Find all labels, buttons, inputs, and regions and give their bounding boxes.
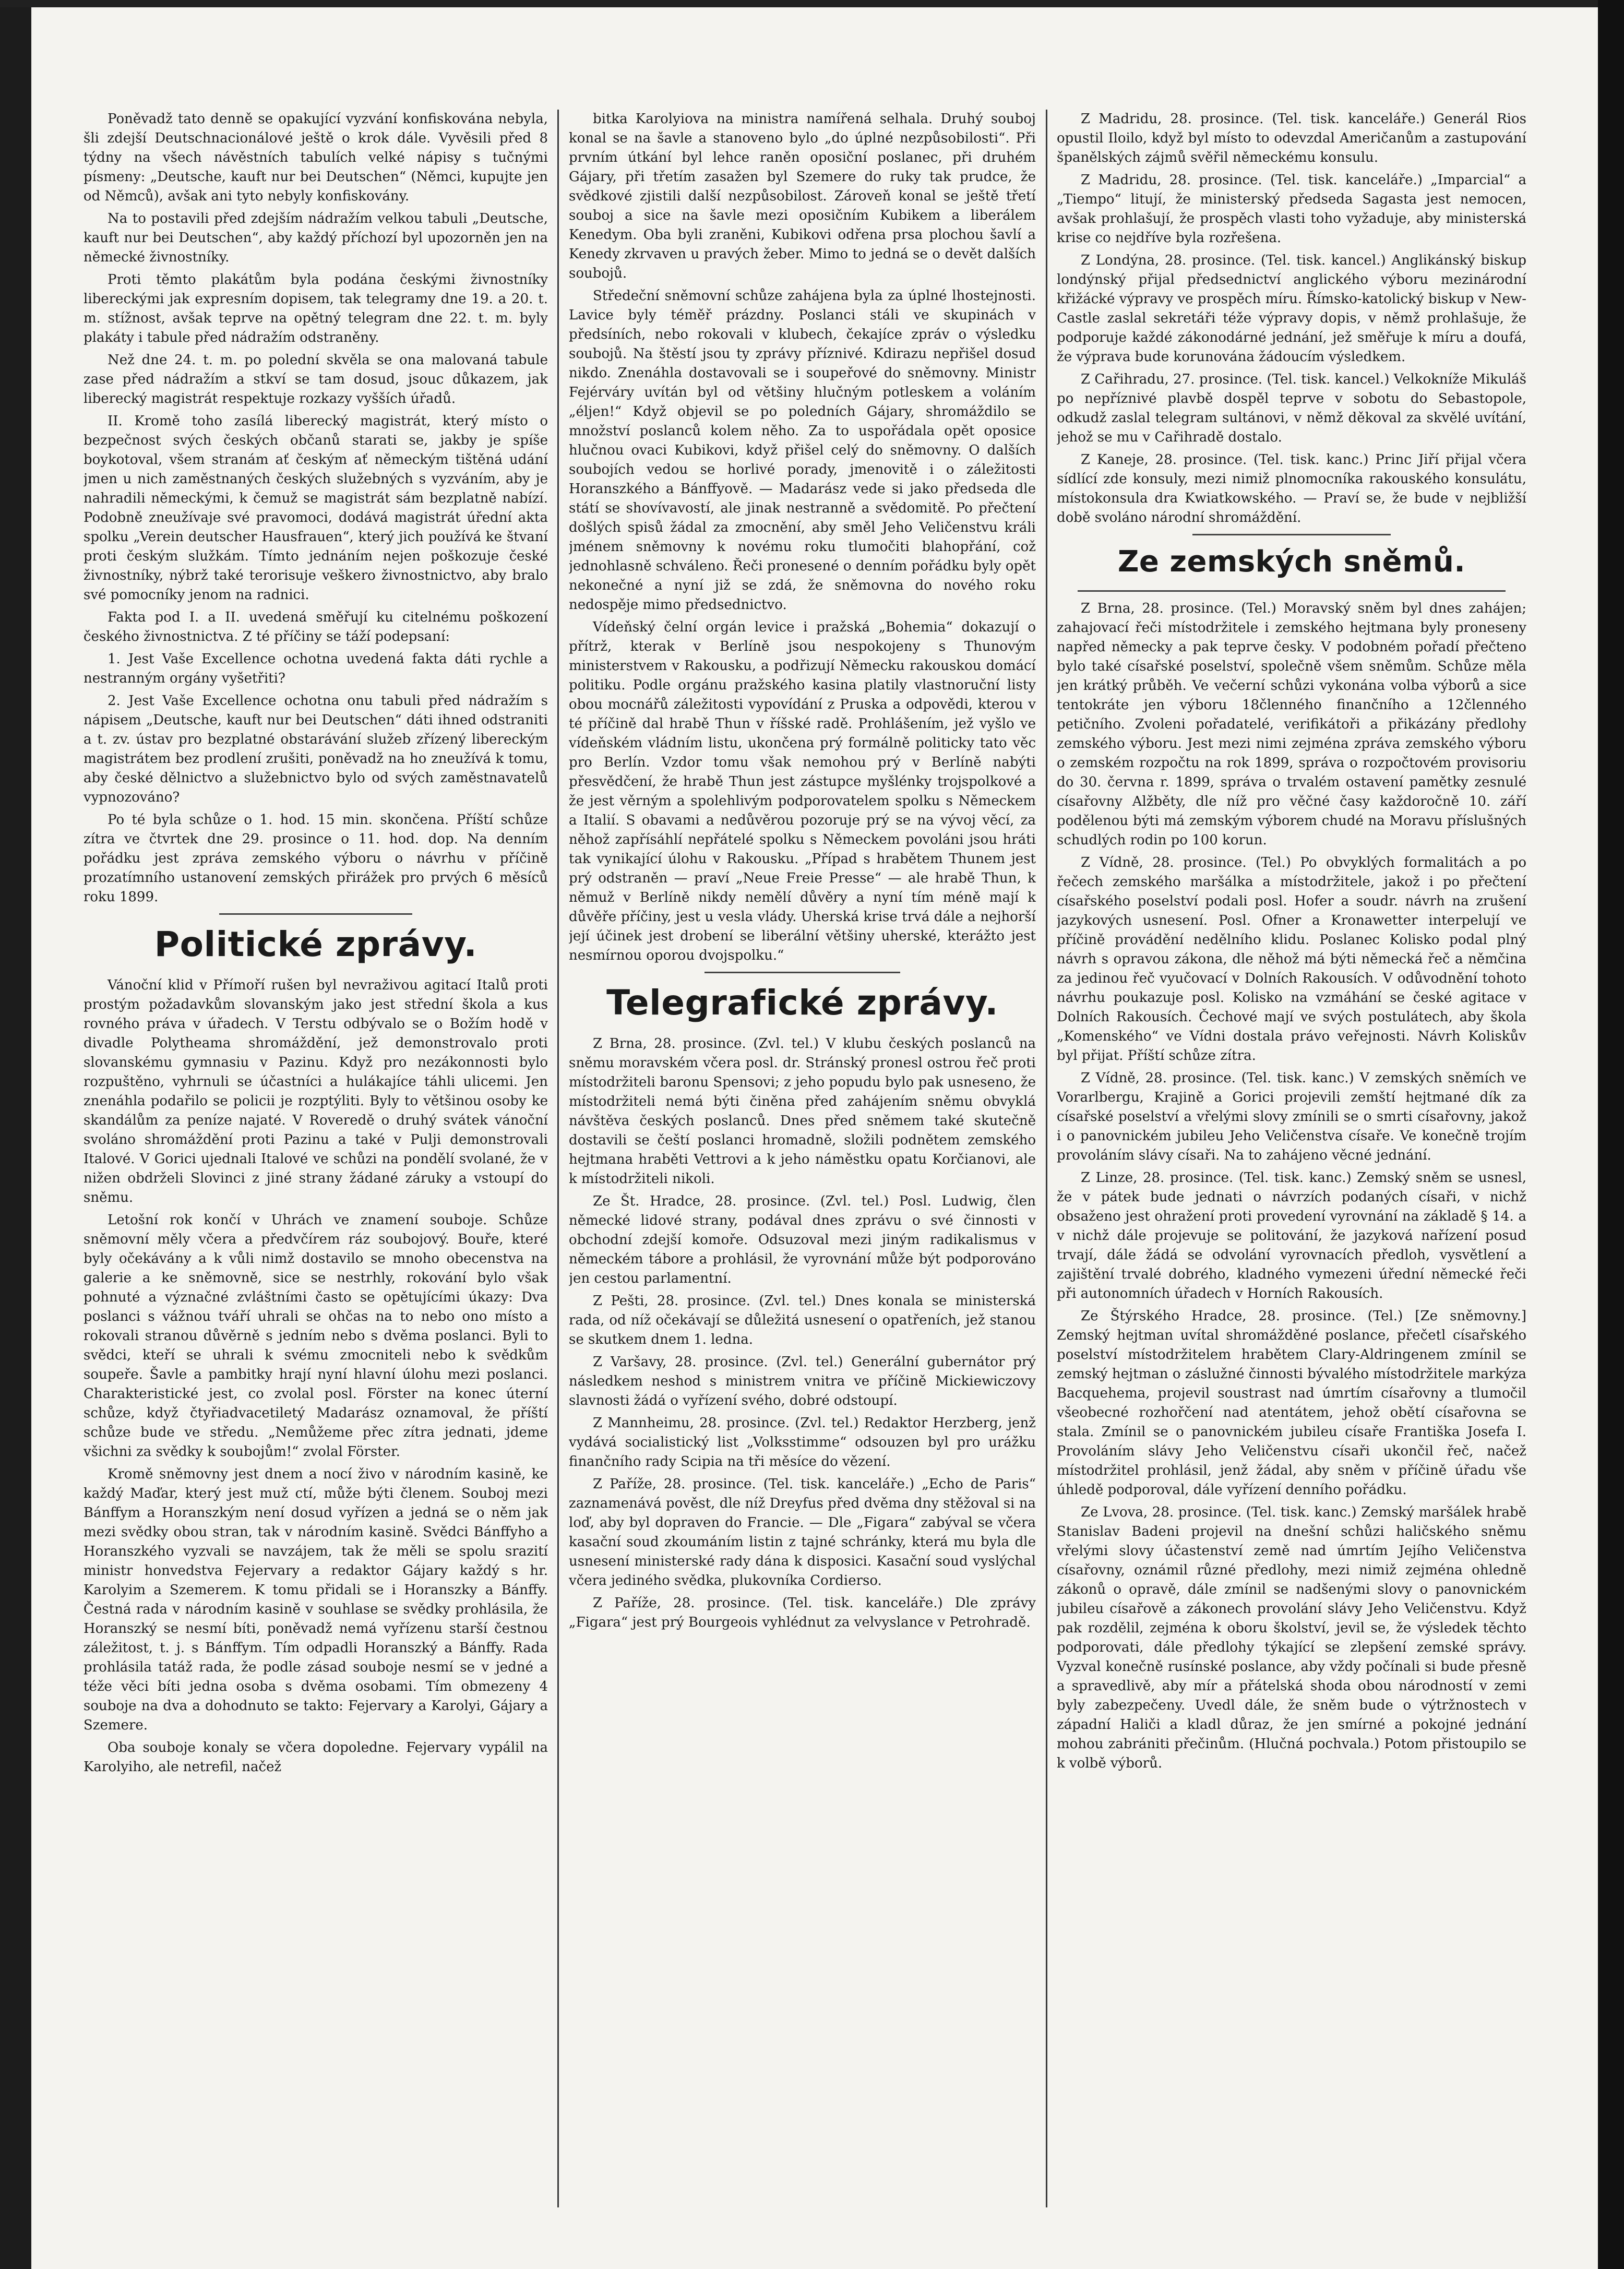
article-paragraph: Z Varšavy, 28. prosince. (Zvl. tel.) Generální gubernátor prý následkem neshod s ministrem vnitra ve příčině Mickiewiczovy slavnosti žádá o vyřízení svého, dobré odstoupí. [569, 1354, 1036, 1408]
article-paragraph: Ze Lvova, 28. prosince. (Tel. tisk. kanc.) Zemský maršálek hrabě Stanislav Badeni projevil na dnešní schůzi haličského sněmu vřelými slovy účastenství země nad úmrtím Jejího Veličenstva císařovny, oznámil různé předlohy, mezi nimiž zejména ohledně zákonů o opravě, dále zmínil se nadšenými slovy o panovnickém jubileu císařově a zákonech provolání slávy Jeho Veličenstvu. Když pak rozdělil, zejména k oboru školství, jevil se, že výsledek těchto podporovati, dále předlohy týkající se zlepšení zemské správy. Vyzval konečně rusínské poslance, aby vždy počínali si bude přesně a spravedlivě, aby mír a přátelská shoda obou národností v zemi byly zabezpečeny. Uvedl dále, že sněm bude o výtržnostech v západní Haliči a kladl důraz, že jen smírné a pokojné jednání mohou zabrániti přečinům. (Hlučná pochvala.) Potom přistoupilo se k volbě výborů. [1057, 1504, 1526, 1771]
article-paragraph: Z Londýna, 28. prosince. (Tel. tisk. kancel.) Anglikánský biskup londýnský přijal předsednictví anglického výboru mezinárodní křižácké výpravy ve prospěch míru. Římsko-katolický biskup v New-Castle zaslal sekretáři téže výpravy dopis, v němž prohlašuje, že podporuje každé zákonodárné jednání, jež směřuje k míru a doufá, že výprava bude korunována žádoucím výsledkem. [1057, 253, 1526, 365]
scan-left-edge [0, 0, 31, 2269]
scan-top-edge [0, 0, 1598, 7]
column-2 [569, 110, 1036, 2213]
article-paragraph: 1. Jest Vaše Excellence ochotna uvedená fakta dáti rychle a nestranným orgány vyšetřiti? [83, 651, 548, 686]
article-paragraph: II. Kromě toho zasílá liberecký magistrát, který místo o bezpečnost svých českých občanů starati se, jakby je spíše boykotoval, všem stranám ať českým ať německým tištěná udání jmen u nich zaměstnaných českých služebných s vyzváním, aby je nahradili německými, k čemuž se magistrát sám bezplatně nabízí. Podobně zneužívaje své pravomoci, dodává magistrát úřední akta spolku „Verein deutscher Hausfrauen“, který jich používá ke štvaní proti českým služkám. Tímto jednáním nejen poškozuje české živnostníky, nýbrž také terorisuje veškero živnostnictvo, aby bralo své pomocníky jenom na radnici. [83, 413, 548, 603]
section-heading-politicke-zpravy: Politické zprávy. [154, 924, 477, 964]
article-paragraph: Oba souboje konaly se včera dopoledne. Fejervary vypálil na Karolyiho, ale netrefil, načež [83, 1740, 548, 1775]
article-paragraph: Ze Štýrského Hradce, 28. prosince. (Tel.) [Ze sněmovny.] Zemský hejtman uvítal shromážděné poslance, přečetl císařského poselství místodržitelem hrabětem Clary-Aldringenem zmínil se zemský hejtman o záslužné činnosti bývalého místodržitele markýza Bacquehema, projevil soustrast nad úmrtím císařovny a tlumočil všeobecné rozhořčení nad atentátem, jehož obětí císařovna se stala. Zmínil se o panovnickém jubileu císaře Františka Josefa I. Provoláním slávy Jeho Veličenstvu císaři ukončil řeč, načež místodržitel prohlásil, jenž žádal, aby sněm v příčině úřadu vše úhledě podporoval, dále vyřízení denního pořádku. [1057, 1308, 1526, 1498]
section-rule [1192, 534, 1391, 535]
article-paragraph: Z Paříže, 28. prosince. (Tel. tisk. kanceláře.) Dle zprávy „Figara“ jest prý Bourgeois vyhlédnut za velvyslance v Petrohradě. [569, 1595, 1036, 1630]
article-paragraph: Než dne 24. t. m. po polední skvěla se ona malovaná tabule zase před nádražím a stkví se tam dosud, jsouc důkazem, jak liberecký magistrát respektuje rozkazy vyšších úřadů. [83, 352, 548, 407]
column-divider [557, 110, 559, 2207]
article-paragraph: Z Cařihradu, 27. prosince. (Tel. tisk. kancel.) Velkokníže Mikuláš po nepříznivé plavbě dospěl teprve v sobotu do Sebastopole, odkudž zaslal telegram sultánovi, v němž děkoval za skvělé uvítání, jehož se mu v Cařihradě dostalo. [1057, 372, 1526, 445]
article-paragraph: Středeční sněmovní schůze zahájena byla za úplné lhostejnosti. Lavice byly téměř prázdny. Poslanci stáli ve skupinách v předsíních, nebo rokovali v klubech, čekajíce zpráv o výsledku soubojů. Na štěstí jsou ty zprávy příznivé. Kdirazu nepřišel dosud nikdo. Znenáhla dostavovali se i soupeřové do sněmovny. Ministr Fejérváry uvítán byl od většiny hlučným potleskem a voláním „éljen!“ Když objevil se po poledních Gájary, shromáždilo se množství poslanců kolem něho. Za to uspořádala opět oposice hlučnou ovaci Kubikovi, když přišel celý do sněmovny. O dalších soubojích vedou se horlivé porady, jmenovitě i o záležitosti Horanszkého a Bánffyově. — Madarász vede si jako předseda dle státí se shovívavostí, ale jinak nestranně a svědomitě. Po přečtení došlých spisů žádal za zmocnění, aby směl Jeho Veličenstvu králi jménem sněmovny k novému roku tlumočiti blahopřání, což jednohlasně schváleno. Řeči pronesené o denním pořádku byly opět nekonečné a nyní již se zdá, že sněmovna do nového roku nedospěje mimo předsednictvo. [569, 288, 1036, 613]
article-paragraph: Z Madridu, 28. prosince. (Tel. tisk. kanceláře.) „Imparcial“ a „Tiempo“ litují, že ministerský předseda Sagasta jest nemocen, avšak prohlašují, že prospěch vlasti toho vyžaduje, aby ministerská krise co nejdříve byla rozřešena. [1057, 172, 1526, 246]
article-paragraph: Z Paříže, 28. prosince. (Tel. tisk. kanceláře.) „Echo de Paris“ zaznamenává pověst, dle níž Dreyfus před dvěma dny stěžoval si na loď, aby byl dopraven do Francie. — Dle „Figara“ zabýval se včera kasační soud zkoumáním listin z tajné schránky, která mu byla dle usnesení ministerské rady dána k disposici. Kasační soud vyslýchal včera jediného svědka, plukovníka Cordierso. [569, 1476, 1036, 1589]
article-paragraph: Vánoční klid v Přímoří rušen byl nevraživou agitací Italů proti prostým požadavkům slovanským jako jest střední škola a kus rovného práva v úřadech. V Terstu odbývalo se o Božím hodě v divadle Polytheama shromáždění, jež demonstrovalo proti slovanskému gymnasiu v Pazinu. Když pro nezákonnosti bylo rozpuštěno, vyhrnuli se účastníci a hulákajíce táhli ulicemi. Jen znenáhla podařilo se policii je rozptýliti. Byly to většinou osoby ke skandálům za peníze najaté. V Roveredě o druhý svátek vánoční svoláno shromáždění proti Pazinu a také v Pulji demonstrovali Italové. V Gorici ujednali Italové ve schůzi na pondělí svolané, že v nižen obdrželi Slovinci z jiné strany žádané záruky a vstoupí do sněmu. [83, 977, 548, 1205]
article-paragraph: Ze Št. Hradce, 28. prosince. (Zvl. tel.) Posl. Ludwig, člen německé lidové strany, podával dnes zprávu o své činnosti v obchodní zdejší komoře. Odsuzoval mezi jiným radikalismus v německém tábore a prohlásil, že vyrovnání může být podporováno jen cestou parlamentní. [569, 1193, 1036, 1286]
column-divider [1046, 110, 1047, 2207]
article-paragraph: Kromě sněmovny jest dnem a nocí živo v národním kasině, ke každý Maďar, který jest muž ctí, může býti členem. Souboj mezi Bánffym a Horanszkým není dosud vyřízen a jedná se o něm jak mezi svědky obou stran, tak v národním kasině. Svědci Bánffyho a Horanszkého vyzvali se navzájem, tak že měli se spolu srazití ministr honvedstva Fejervary a redaktor Gájary každý s hr. Karolyim a Szemerem. K tomu přidali se i Horanszky a Bánffy. Čestná rada v národním kasině v souhlase se svědky prohlásila, že Horanszký se nesmí bíti, poněvadž nemá vyřízenu starší čestnou záležitost, t. j. s Bánffym. Tím odpadli Horanszký a Bánffy. Rada prohlásila tatáž rada, že podle zásad souboje nesmí se v jedné a téže věci bíti jedna osoba s dvěma osobami. Tím obmezeny 4 souboje na dva a dohodnuto se takto: Fejervary a Karolyi, Gájary a Szemere. [83, 1466, 548, 1733]
article-paragraph: bitka Karolyiova na ministra namířená selhala. Druhý souboj konal se na šavle a stanoveno bylo „do úplné nezpůsobilosti“. Při prvním útkání byl lehce raněn oposiční poslanec, při druhém Gájary, při třetím zasažen byl Szemere do ruky tak prudce, že svědkové zjistili další nezpůsobilost. Zároveň konal se ještě třetí souboj a sice na šavle mezi oposičním Kubikem a liberálem Kenedym. Oba byli zraněni, Kubikovi odřena prsa plochou šavlí a Kenedy zkrvaven u pravých žeber. Mimo to jedná se o devět dalších soubojů. [569, 111, 1036, 281]
article-paragraph: Z Vídně, 28. prosince. (Tel.) Po obvyklých formalitách a po řečech zemského maršálka a místodržitele, jakož i po přečtení císařského poselství podali posl. Hofer a soudr. návrh na zrušení jazykových usnesení. Posl. Ofner a Kronawetter interpelují ve příčině provádění nedělního klidu. Poslanec Kolisko podal plný návrh s opravou zákona, dle něhož má býti německá řeč a němčina za jedinou řeč vyučovací v Dolních Rakousích. V odůvodnění tohoto návrhu poukazuje posl. Kolisko na vzmáhání se české agitace v Dolních Rakousích. Čechové mají ve svých postulátech, aby škola „Komenského“ ve Vídni dostala právo veřejnosti. Návrh Koliskův byl přijat. Příští schůze zítra. [1057, 855, 1526, 1064]
section-rule [1078, 590, 1506, 592]
article-paragraph: Z Brna, 28. prosince. (Tel.) Moravský sněm byl dnes zahájen; zahajovací řeči místodržitele i zemského hejtmana byly proneseny napřed německy a pak teprve česky. V podobném pořadí přečteno bylo také císařské poselství, společně všem sněmům. Schůze měla jen krátký průběh. Ve večerní schůzi vykonána volba výborů a sice tentokráte jen výboru 18členného finančního a 12členného petičního. Zvoleni pořadatelé, verifikátoři a přikázány předlohy zemského výboru. Jest mezi nimi zejména zpráva zemského výboru o zemském rozpočtu na rok 1899, správa o rozpočtovém provisoriu do 30. června r. 1899, správa o trvalém ostavení pamětky zesnulé císařovny Alžběty, dle níž pro věčné časy každoročně 10. září podělenou býti má zemským výborem chudé na Moravu příslušných schudlých rodin po 100 korun. [1057, 601, 1526, 848]
article-paragraph: Proti těmto plakátům byla podána českými živnostníky libereckými jak expresním dopisem, tak telegramy dne 19. a 20. t. m. stížnost, avšak teprve na opětný telegram dne 22. t. m. byly plakáty i tabule před nádražím odstraněny. [83, 272, 548, 345]
section-heading-ze-zemskych-snemu: Ze zemských sněmů. [1117, 545, 1466, 579]
section-rule [219, 913, 412, 915]
article-paragraph: Z Linze, 28. prosince. (Tel. tisk. kanc.) Zemský sněm se usnesl, že v pátek bude jednati o návrzích podaných císaři, v nichž obsaženo jest ohražení proti provedení vyrovnání na základě § 14. a v nichž dále projevuje se politování, že jazyková nařízení posud trvají, dále žádá se odvolání vyrovnacích předloh, vysvětlení a zajištění trvalé dobrého, kladného vymezeni úřední německé řeči při autonomních úřadech v Horních Rakousích. [1057, 1170, 1526, 1301]
article-paragraph: Z Mannheimu, 28. prosince. (Zvl. tel.) Redaktor Herzberg, jenž vydává socialistický list „Volksstimme“ odsouzen byl pro urážku finančního rady Scipia na tři měsíce do vězení. [569, 1415, 1036, 1470]
article-paragraph: Z Vídně, 28. prosince. (Tel. tisk. kanc.) V zemských sněmích ve Vorarlbergu, Krajině a Gorici projevili zemští hejtmané dík za císařské poselství a vřelými slovy zmínili se o smrti císařovny, jakož i o panovnickém jubileu Jeho Veličenstva císaře. Ve konečně trojím provoláním slávy císaři. Na to zahájeno věcné jednání. [1057, 1070, 1526, 1163]
article-paragraph: Letošní rok končí v Uhrách ve znamení souboje. Schůze sněmovní měly včera a předvčírem ráz soubojový. Bouře, které byly očekávány a k vůli nimž dostavilo se mnoho obecenstva na galerie a ke sněmovně, sice se nestrhly, rokování bylo však pohnuté a význačné zvláštními často se opětujícími úkazy: Dva poslanci s vážnou tváří uhrali se ohčas na to nebo ono místo a rokovali stranou důvěrně s jedním nebo s dvěma poslanci. Byli to svědci, kteří se uhrali k svému zmocniteli nebo k svědkům soupeře. Šavle a pambitky hrají nyní hlavní úlohu mezi poslanci. Charakteristické jest, co zvolal posl. Förster na konec úterní schůze, když čtyřiadvacetiletý Madarász oznamoval, že příští schůze bude ve středu. „Nemůžeme přec zítra jednati, jdeme všichni za svědky k soubojům!“ zvolal Förster. [83, 1212, 548, 1460]
article-paragraph: 2. Jest Vaše Excellence ochotna onu tabuli před nádražím s nápisem „Deutsche, kauft nur bei Deutschen“ dáti ihned odstraniti a t. zv. ústav pro bezplatné obstarávání služeb zřízený libereckým magistrátem bez prodlení zrušiti, poněvadž na ho zneužívá k tomu, aby české dělnictvo a služebnictvo bylo od svých zaměstnavatelů vypnozováno? [83, 693, 548, 805]
article-paragraph: Z Kaneje, 28. prosince. (Tel. tisk. kanc.) Princ Jiří přijal včera sídlící zde konsuly, mezi nimiž plnomocníka rakouského konsulátu, místokonsula dra Kwiatkowského. — Praví se, že bude v nejbližší době svoláno národní shromáždění. [1057, 452, 1526, 526]
column-1 [83, 110, 548, 2213]
article-paragraph: Vídeňský čelní orgán levice i pražská „Bohemia“ dokazují o přítrž, kterak v Berlíně jsou nespokojeny s Thunovým ministerstvem v Rakousku, a podřizují Německu rakouskou domácí politiku. Podle orgánu pražského kasina platily vlastnoruční listy obou mocnářů záležitosti vypovídání z Pruska a odpovědi, kterou v té příčině dal hrabě Thun v říšské radě. Prohlášením, jež vyšlo ve vídeňském vládním listu, ukončena prý formálně politicky tato věc pro Berlín. Vzdor tomu však nemohou prý v Berlíně nabýti přesvědčení, že hrabě Thun jest zástupce myšlénky trojspolkové a že jest věrným a spolehlivým podporovatelem spolku s Německem a Italií. S obavami a nedůvěrou pozoruje prý se na vývoj věcí, za něhož zapřísáhlí nepřátelé spolku s Německem povoláni jsou hráti tak vynikající úlohu v Rakousku. „Případ s hrabětem Thunem jest prý odstraněn — praví „Neue Freie Presse“ — ale hrabě Thun, k němuž v Berlíně nikdy nemělí důvěry a nyní tím méně mají k důvěře příčiny, jest u vesla vlády. Uherská krise trvá dále a nejhorší její účinek jest drobení se liberální většiny uherské, kterážto jest nesmírnou oporou dvojspolku.“ [569, 619, 1036, 963]
article-paragraph: Po té byla schůze o 1. hod. 15 min. skončena. Příští schůze zítra ve čtvrtek dne 29. prosince o 11. hod. dop. Na denním pořádku jest zpráva zemského výboru o návrhu v příčině prozatímního ustanovení zemských přirážek pro prvých 6 měsíců roku 1899. [83, 812, 548, 905]
article-paragraph: Z Pešti, 28. prosince. (Zvl. tel.) Dnes konala se ministerská rada, od níž očekávají se důležitá usnesení o opatřeních, jež stanou se skutkem dnem 1. ledna. [569, 1293, 1036, 1347]
article-paragraph: Na to postavili před zdejším nádražím velkou tabuli „Deutsche, kauft nur bei Deutschen“, aby každý příchozí byl upozorněn jen na německé živnostníky. [83, 211, 548, 265]
article-paragraph: Fakta pod I. a II. uvedená směřují ku citelnému poškození českého živnostnictva. Z té příčiny se táží podepsaní: [83, 610, 548, 644]
scan-right-edge [1598, 0, 1624, 2269]
article-paragraph: Poněvadž tato denně se opakující vyzvání konfiskována nebyla, šli zdejší Deutschnacionálové ještě o krok dále. Vyvěsili před 8 týdny na všech návěstních tabulích velké nápisy s tučnými písmeny: „Deutsche, kauft nur bei Deutschen“ (Němci, kupujte jen od Němců), avšak ani tyto nebyly konfiskovány. [83, 111, 548, 204]
article-paragraph: Z Madridu, 28. prosince. (Tel. tisk. kanceláře.) Generál Rios opustil Iloilo, když byl místo to odevzdal Američanům a zastupování španělských zájmů svěřil německému konsulu. [1057, 111, 1526, 165]
section-heading-telegraficke-zpravy: Telegrafické zprávy. [606, 983, 998, 1023]
article-paragraph: Z Brna, 28. prosince. (Zvl. tel.) V klubu českých poslanců na sněmu moravském včera posl. dr. Stránský pronesl ostrou řeč proti místodržiteli baronu Spensovi; z jeho popudu bylo pak usneseno, že místodržiteli nemá býti činěna před zahájením sněmu obvyklá návštěva českých poslanců. Dnes před sněmem také skutečně dostavili se čeští poslanci hromadně, složili podnětem zemského hejtmana hraběti Vettrovi a k jeho náměstku opatu Korčianovi, ale k místodržiteli nikoli. [569, 1036, 1036, 1187]
column-3 [1057, 110, 1526, 2213]
section-rule [704, 972, 900, 973]
